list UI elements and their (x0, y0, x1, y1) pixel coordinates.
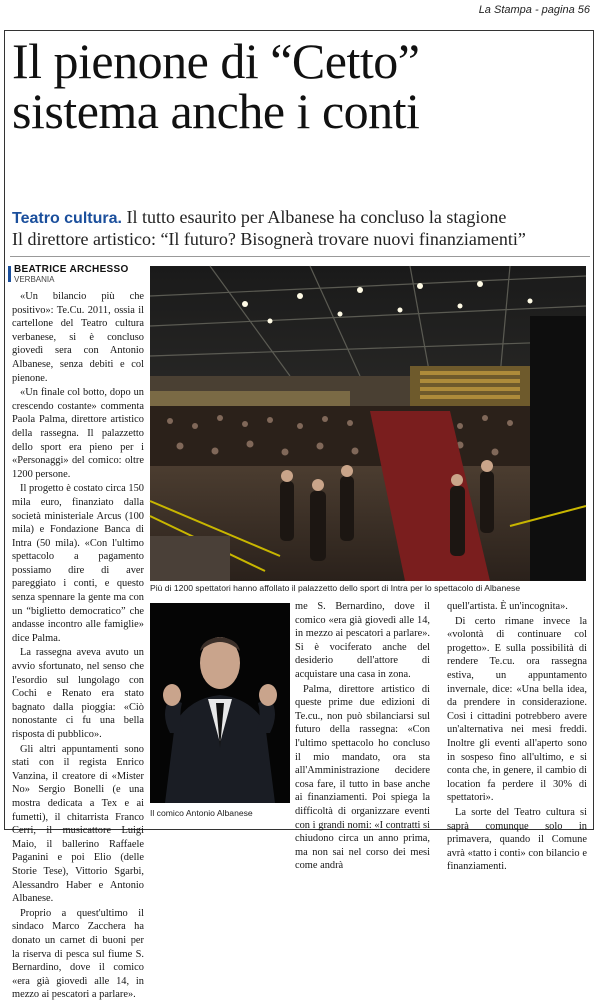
paragraph: «Un finale col botto, dopo un crescendo costante» commenta Paola Palma, direttore artistico della rassegna. Il palazzetto dello sport era pieno per i «Personaggi» del comico: oltre 1200 persone. (12, 387, 144, 480)
paragraph: Proprio a quest'ultimo il sindaco Marco Zacchera ha donato un carnet di buoni per la riserva di pesca sul fiume S. Bernardino, dove il comico «era già giovedì alle 14, in mezzo ai pescatori a parlare». (12, 907, 144, 1001)
arena-crowd-photo (150, 266, 586, 581)
headline (12, 33, 592, 139)
paragraph: «Un bilancio più che positivo»: Te.Cu. 2011, ossia il cartellone del Teatro cultura verbanese, si è concluso giovedì sera con Antonio Albanese, senza debiti e col pienone. (12, 291, 144, 384)
article-column-2 (295, 600, 430, 872)
subhead-line-1 (12, 207, 592, 229)
headline-line-1: Il pienone di “Cetto” (12, 33, 420, 89)
paragraph: La rassegna aveva avuto un avvio sfortunato, nel senso che l'esordio sul lungolago con Cochi e Renato era stato bagnato dalla pioggia: «Ciò nonostante ci fu una bella risposta di pubblico». (12, 647, 144, 740)
page-source-label: La Stampa - pagina 56 (478, 4, 590, 16)
main-photo-caption: Più di 1200 spettatori hanno affollato il palazzetto dello sport di Intra per lo spettacolo di Albanese (150, 583, 521, 593)
author-name: BEATRICE ARCHESSO (14, 264, 129, 275)
paragraph: me S. Bernardino, dove il comico «era già giovedì alle 14, in mezzo ai pescatori a parlare». Si è vociferato anche del desiderio dell'attore di acquistare una casa in zona. (295, 601, 430, 680)
comedian-photo-caption: Il comico Antonio Albanese (150, 808, 253, 818)
subhead-line-2: Il direttore artistico: “Il futuro? Bisognerà trovare nuovi finanziamenti” (12, 229, 526, 249)
subhead-line-1-text: Il tutto esaurito per Albanese ha concluso la stagione (121, 207, 507, 227)
paragraph: Palma, direttore artistico di queste prime due edizioni di Te.cu., non può sbilanciarsi sul futuro della rassegna: «Con l'ultimo spettacolo ho concluso il mio mandato, ora sta all'Amministrazione decidere cosa fare, il tutto in base anche ai finanziamenti. Poi spiega la difficoltà di organizzare eventi con i grandi nomi: «I contratti si chiudono circa un anno prima, ma non sai nel corso dei mesi come andrà (295, 683, 430, 872)
byline-marker (8, 266, 11, 282)
headline-line-2: sistema anche i conti (12, 83, 420, 139)
subheadline (12, 207, 592, 250)
paragraph: Di certo rimane invece la «volontà di continuare col progetto». E sulla possibilità di rendere Te.cu. ora rassegna estiva, un appuntamento invernale, dice: «Una bella idea, da prendere in considerazione. Così i cittadini potrebbero avere un'alternativa nei mesi freddi. Inoltre gli eventi all'aperto sono in sospeso fino all'ultimo, e si conta che, in genere, il cambio di location fa perdere il 30% di spettatori». (447, 615, 587, 804)
divider (10, 256, 590, 257)
paragraph: Il progetto è costato circa 150 mila euro, finanziato dalla società ministeriale Arcus (100 mila) e Fondazione Banca di Intra (50 mila). «Con l'ultimo spettacolo a pagamento possiamo dire di aver pareggiato i conti, e questo senza spennare la gente ma con un “biglietto democratico” che andasse incontro alle famiglie» dice Palma. (12, 483, 144, 644)
byline (14, 264, 129, 284)
paragraph: quell'artista. È un'incognita». (447, 601, 568, 612)
article-column-1 (12, 290, 144, 1001)
subhead-kicker: Teatro cultura. (12, 210, 122, 227)
article-column-3 (447, 600, 587, 873)
dateline-place: VERBANIA (14, 275, 55, 284)
comedian-photo (150, 603, 290, 803)
paragraph: La sorte del Teatro cultura si saprà comunque solo in primavera, quando il Comune avrà «tatto i conti» con bilancio e finanziamenti. (447, 806, 587, 873)
paragraph: Gli altri appuntamenti sono stati con il regista Enrico Vanzina, il creatore di «Mister No» Sergio Bonelli (e una mostra dedicata a Tex e ai fumetti), il chitarrista Franco Cerri, il musicattore Luigi Maio, il ballerino Raffaele Paganini e poi Elio (delle Storie Tese), Vittorio Sgarbi, Alessandro Haber e Antonio Albanese. (12, 743, 144, 905)
